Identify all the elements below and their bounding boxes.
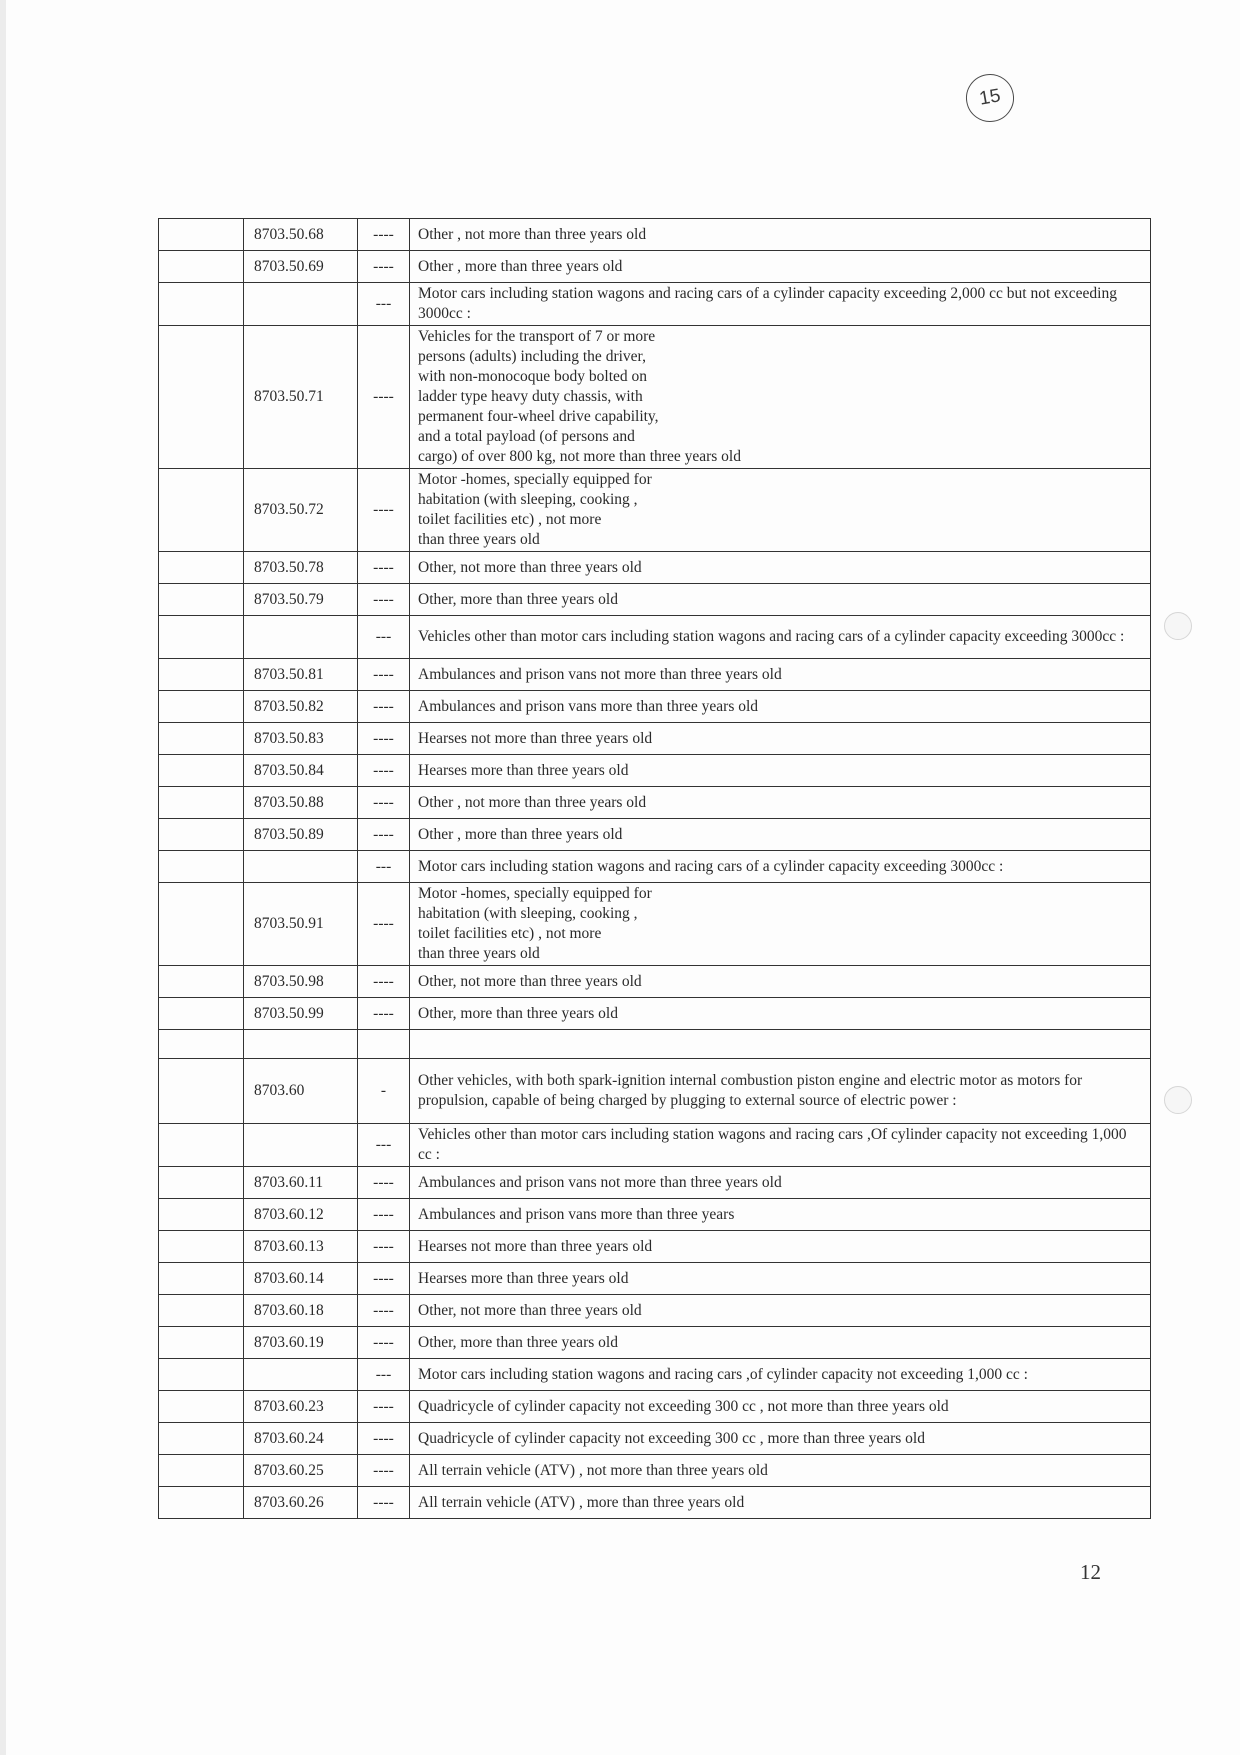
hs-code-cell: 8703.60.24 bbox=[244, 1423, 358, 1455]
description-cell: Other, more than three years old bbox=[410, 998, 1151, 1030]
hs-code-cell: 8703.60.18 bbox=[244, 1295, 358, 1327]
hs-code-cell: 8703.60.12 bbox=[244, 1199, 358, 1231]
blank-cell bbox=[159, 755, 244, 787]
table-row bbox=[159, 1327, 1151, 1359]
blank-cell bbox=[159, 251, 244, 283]
blank-cell bbox=[159, 283, 244, 326]
description-cell: Motor cars including station wagons and racing cars of a cylinder capacity exceeding 3000cc : bbox=[410, 851, 1151, 883]
blank-cell bbox=[159, 552, 244, 584]
table-row bbox=[159, 851, 1151, 883]
description-cell: Motor -homes, specially equipped for habitation (with sleeping, cooking , toilet facilities etc) , not more than three years old bbox=[410, 883, 1151, 966]
blank-cell bbox=[159, 1030, 244, 1059]
description-cell: Hearses more than three years old bbox=[410, 755, 1151, 787]
hs-code-cell bbox=[244, 1359, 358, 1391]
level-dash-cell: ---- bbox=[358, 584, 410, 616]
blank-cell bbox=[159, 1391, 244, 1423]
description-cell: Vehicles for the transport of 7 or more persons (adults) including the driver, with non-monocoque body bolted on ladder type heavy duty chassis, with permanent four-wheel drive capability, and a total payload (of persons and cargo) of over 800 kg, not more than three years old bbox=[410, 326, 1151, 469]
description-cell: Hearses more than three years old bbox=[410, 1263, 1151, 1295]
table-row bbox=[159, 219, 1151, 251]
table-row bbox=[159, 1167, 1151, 1199]
blank-cell bbox=[159, 819, 244, 851]
blank-cell bbox=[159, 883, 244, 966]
table-row bbox=[159, 819, 1151, 851]
table-row bbox=[159, 1263, 1151, 1295]
level-dash-cell: ---- bbox=[358, 1263, 410, 1295]
hs-code-cell: 8703.50.82 bbox=[244, 691, 358, 723]
blank-cell bbox=[159, 616, 244, 659]
level-dash-cell: ---- bbox=[358, 1167, 410, 1199]
description-cell: Hearses not more than three years old bbox=[410, 723, 1151, 755]
blank-cell bbox=[159, 1231, 244, 1263]
table-row bbox=[159, 1124, 1151, 1167]
hs-code-cell: 8703.60.26 bbox=[244, 1487, 358, 1519]
blank-cell bbox=[159, 1059, 244, 1124]
table-row bbox=[159, 998, 1151, 1030]
table-row bbox=[159, 691, 1151, 723]
description-cell: Ambulances and prison vans not more than three years old bbox=[410, 1167, 1151, 1199]
table-row bbox=[159, 469, 1151, 552]
hs-code-cell: 8703.60.19 bbox=[244, 1327, 358, 1359]
table-row bbox=[159, 552, 1151, 584]
hs-code-cell: 8703.50.68 bbox=[244, 219, 358, 251]
hs-code-cell: 8703.60.13 bbox=[244, 1231, 358, 1263]
hs-code-cell bbox=[244, 851, 358, 883]
hs-code-cell: 8703.60.23 bbox=[244, 1391, 358, 1423]
hs-code-cell: 8703.50.81 bbox=[244, 659, 358, 691]
blank-cell bbox=[159, 1327, 244, 1359]
blank-cell bbox=[159, 219, 244, 251]
table-row bbox=[159, 1455, 1151, 1487]
level-dash-cell: ---- bbox=[358, 1423, 410, 1455]
description-cell bbox=[410, 1030, 1151, 1059]
hs-code-cell bbox=[244, 1124, 358, 1167]
blank-cell bbox=[159, 469, 244, 552]
table-row bbox=[159, 1199, 1151, 1231]
description-cell: All terrain vehicle (ATV) , not more than three years old bbox=[410, 1455, 1151, 1487]
description-cell: Other, not more than three years old bbox=[410, 1295, 1151, 1327]
hs-code-cell: 8703.50.89 bbox=[244, 819, 358, 851]
blank-cell bbox=[159, 1167, 244, 1199]
table-row bbox=[159, 283, 1151, 326]
description-cell: Quadricycle of cylinder capacity not exceeding 300 cc , more than three years old bbox=[410, 1423, 1151, 1455]
level-dash-cell: --- bbox=[358, 1359, 410, 1391]
level-dash-cell: --- bbox=[358, 616, 410, 659]
punch-hole-top bbox=[1164, 612, 1192, 640]
level-dash-cell: ---- bbox=[358, 1231, 410, 1263]
table-row bbox=[159, 659, 1151, 691]
blank-cell bbox=[159, 584, 244, 616]
hs-code-cell: 8703.50.88 bbox=[244, 787, 358, 819]
tariff-table bbox=[158, 218, 1151, 1519]
level-dash-cell: ---- bbox=[358, 998, 410, 1030]
level-dash-cell: ---- bbox=[358, 966, 410, 998]
hs-code-cell: 8703.50.79 bbox=[244, 584, 358, 616]
blank-cell bbox=[159, 1359, 244, 1391]
description-cell: Motor cars including station wagons and racing cars of a cylinder capacity exceeding 2,000 cc but not exceeding 3000cc : bbox=[410, 283, 1151, 326]
punch-hole-bottom bbox=[1164, 1086, 1192, 1114]
table-row bbox=[159, 755, 1151, 787]
hs-code-cell bbox=[244, 616, 358, 659]
hs-code-cell: 8703.60.25 bbox=[244, 1455, 358, 1487]
level-dash-cell: - bbox=[358, 1059, 410, 1124]
hs-code-cell: 8703.60.11 bbox=[244, 1167, 358, 1199]
blank-cell bbox=[159, 691, 244, 723]
level-dash-cell: ---- bbox=[358, 326, 410, 469]
blank-cell bbox=[159, 998, 244, 1030]
circled-page-marker bbox=[962, 70, 1018, 126]
hs-code-cell: 8703.50.99 bbox=[244, 998, 358, 1030]
description-cell: Motor cars including station wagons and racing cars ,of cylinder capacity not exceeding 1,000 cc : bbox=[410, 1359, 1151, 1391]
blank-cell bbox=[159, 787, 244, 819]
table-row bbox=[159, 1391, 1151, 1423]
level-dash-cell: ---- bbox=[358, 883, 410, 966]
blank-cell bbox=[159, 326, 244, 469]
blank-cell bbox=[159, 1199, 244, 1231]
hs-code-cell: 8703.50.72 bbox=[244, 469, 358, 552]
hs-code-cell: 8703.50.83 bbox=[244, 723, 358, 755]
table-row bbox=[159, 1423, 1151, 1455]
level-dash-cell: ---- bbox=[358, 1327, 410, 1359]
table-row bbox=[159, 1030, 1151, 1059]
table-row bbox=[159, 1359, 1151, 1391]
description-cell: Other, more than three years old bbox=[410, 584, 1151, 616]
hs-code-cell: 8703.50.91 bbox=[244, 883, 358, 966]
description-cell: Other , not more than three years old bbox=[410, 219, 1151, 251]
level-dash-cell: ---- bbox=[358, 251, 410, 283]
description-cell: Ambulances and prison vans more than three years bbox=[410, 1199, 1151, 1231]
description-cell: Other , more than three years old bbox=[410, 251, 1151, 283]
hs-code-cell: 8703.50.98 bbox=[244, 966, 358, 998]
level-dash-cell: ---- bbox=[358, 1199, 410, 1231]
description-cell: Vehicles other than motor cars including station wagons and racing cars ,Of cylinder capacity not exceeding 1,000 cc : bbox=[410, 1124, 1151, 1167]
description-cell: Other, not more than three years old bbox=[410, 552, 1151, 584]
description-cell: Other vehicles, with both spark-ignition internal combustion piston engine and electric motor as motors for propulsion, capable of being charged by plugging to external source of electric power : bbox=[410, 1059, 1151, 1124]
circled-page-marker-text: 15 bbox=[977, 85, 1003, 110]
blank-cell bbox=[159, 723, 244, 755]
table-row bbox=[159, 723, 1151, 755]
blank-cell bbox=[159, 1423, 244, 1455]
level-dash-cell: --- bbox=[358, 283, 410, 326]
table-row bbox=[159, 1231, 1151, 1263]
description-cell: Ambulances and prison vans not more than three years old bbox=[410, 659, 1151, 691]
level-dash-cell: ---- bbox=[358, 1295, 410, 1327]
table-row bbox=[159, 1487, 1151, 1519]
description-cell: Other , more than three years old bbox=[410, 819, 1151, 851]
level-dash-cell: ---- bbox=[358, 755, 410, 787]
description-cell: Quadricycle of cylinder capacity not exceeding 300 cc , not more than three years old bbox=[410, 1391, 1151, 1423]
table-row bbox=[159, 326, 1151, 469]
level-dash-cell: ---- bbox=[358, 552, 410, 584]
level-dash-cell bbox=[358, 1030, 410, 1059]
blank-cell bbox=[159, 1263, 244, 1295]
level-dash-cell: --- bbox=[358, 1124, 410, 1167]
level-dash-cell: ---- bbox=[358, 691, 410, 723]
hs-code-cell bbox=[244, 1030, 358, 1059]
level-dash-cell: ---- bbox=[358, 723, 410, 755]
blank-cell bbox=[159, 1295, 244, 1327]
hs-code-cell: 8703.50.84 bbox=[244, 755, 358, 787]
blank-cell bbox=[159, 1455, 244, 1487]
level-dash-cell: ---- bbox=[358, 469, 410, 552]
level-dash-cell: ---- bbox=[358, 787, 410, 819]
description-cell: Ambulances and prison vans more than three years old bbox=[410, 691, 1151, 723]
description-cell: Other, not more than three years old bbox=[410, 966, 1151, 998]
level-dash-cell: ---- bbox=[358, 219, 410, 251]
level-dash-cell: ---- bbox=[358, 659, 410, 691]
hs-code-cell: 8703.60 bbox=[244, 1059, 358, 1124]
level-dash-cell: ---- bbox=[358, 1487, 410, 1519]
description-cell: All terrain vehicle (ATV) , more than three years old bbox=[410, 1487, 1151, 1519]
description-cell: Other , not more than three years old bbox=[410, 787, 1151, 819]
table-row bbox=[159, 787, 1151, 819]
page-number: 12 bbox=[1080, 1560, 1101, 1584]
level-dash-cell: ---- bbox=[358, 1391, 410, 1423]
table-row bbox=[159, 251, 1151, 283]
table-row bbox=[159, 966, 1151, 998]
description-cell: Motor -homes, specially equipped for habitation (with sleeping, cooking , toilet facilities etc) , not more than three years old bbox=[410, 469, 1151, 552]
level-dash-cell: ---- bbox=[358, 819, 410, 851]
hs-code-cell: 8703.50.78 bbox=[244, 552, 358, 584]
description-cell: Hearses not more than three years old bbox=[410, 1231, 1151, 1263]
description-cell: Vehicles other than motor cars including station wagons and racing cars of a cylinder capacity exceeding 3000cc : bbox=[410, 616, 1151, 659]
hs-code-cell: 8703.60.14 bbox=[244, 1263, 358, 1295]
table-row bbox=[159, 1059, 1151, 1124]
blank-cell bbox=[159, 1487, 244, 1519]
table-row bbox=[159, 1295, 1151, 1327]
hs-code-cell bbox=[244, 283, 358, 326]
tariff-table-body bbox=[159, 219, 1151, 1519]
hs-code-cell: 8703.50.71 bbox=[244, 326, 358, 469]
table-row bbox=[159, 883, 1151, 966]
table-row bbox=[159, 584, 1151, 616]
description-cell: Other, more than three years old bbox=[410, 1327, 1151, 1359]
page-edge-shadow bbox=[0, 0, 6, 1755]
level-dash-cell: --- bbox=[358, 851, 410, 883]
blank-cell bbox=[159, 1124, 244, 1167]
blank-cell bbox=[159, 851, 244, 883]
table-row bbox=[159, 616, 1151, 659]
level-dash-cell: ---- bbox=[358, 1455, 410, 1487]
blank-cell bbox=[159, 966, 244, 998]
hs-code-cell: 8703.50.69 bbox=[244, 251, 358, 283]
blank-cell bbox=[159, 659, 244, 691]
